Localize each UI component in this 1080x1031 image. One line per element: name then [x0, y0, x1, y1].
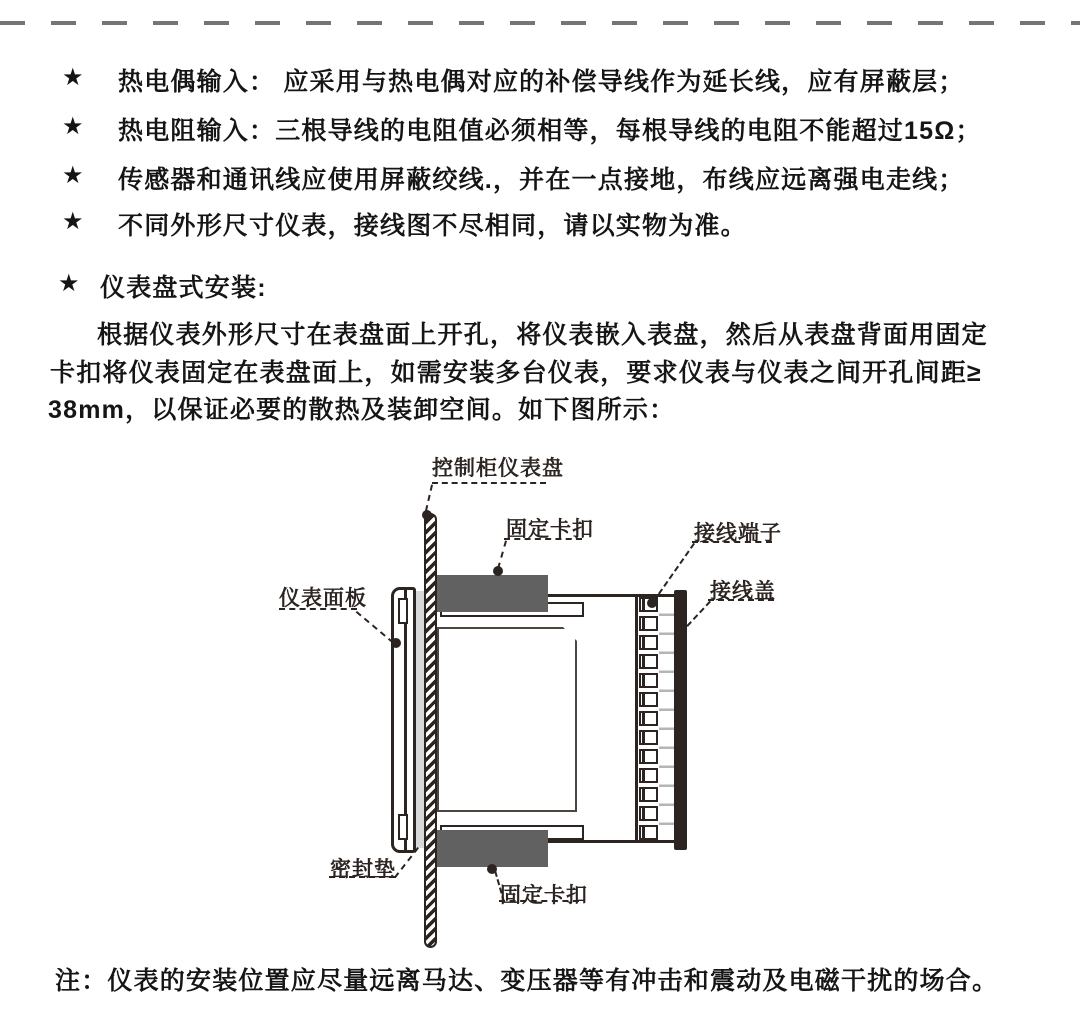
leader-line — [394, 847, 419, 878]
label-gasket: 密封垫 — [330, 858, 396, 881]
paragraph-line: 根据仪表外形尺寸在表盘面上开孔，将仪表嵌入表盘，然后从表盘背面用固定 — [97, 321, 988, 349]
terminal-connector-lines — [659, 597, 675, 843]
paragraph-line: 38mm，以保证必要的散热及装卸空间。如下图所示： — [48, 396, 676, 424]
leader-line — [432, 482, 546, 484]
label-fixing-clip-bottom: 固定卡扣 — [500, 884, 588, 907]
fixing-clip-top — [436, 575, 548, 612]
star-bullet-icon: ★ — [62, 162, 84, 189]
case-top-edge — [638, 594, 674, 597]
leader-line — [329, 876, 395, 878]
terminal-cell — [639, 692, 658, 707]
terminal-cell — [639, 768, 658, 783]
case-bottom-edge — [638, 840, 674, 843]
leader-line — [499, 900, 579, 902]
note-line-wiring-diagram: 不同外形尺寸仪表，接线图不尽相同，请以实物为准。 — [118, 212, 747, 240]
bezel-latch-top — [398, 598, 408, 624]
terminal-cell — [639, 616, 658, 631]
front-bezel — [391, 587, 416, 853]
leader-line — [692, 541, 772, 543]
terminal-cell — [639, 825, 658, 840]
leader-line — [653, 543, 695, 602]
star-bullet-icon: ★ — [58, 270, 80, 297]
leader-line — [356, 611, 394, 643]
terminal-cell — [639, 730, 658, 745]
page-break-dashed-rule — [0, 21, 1080, 25]
terminal-cell — [639, 673, 658, 688]
leader-line — [504, 538, 582, 540]
note-line-shielding: 传感器和通讯线应使用屏蔽绞线.，并在一点接地，布线应远离强电走线； — [118, 166, 965, 194]
terminal-block — [639, 597, 659, 843]
label-terminal-cover: 接线盖 — [710, 580, 776, 603]
cabinet-panel-bar — [424, 513, 437, 948]
label-terminal: 接线端子 — [694, 522, 782, 545]
leader-dot — [487, 864, 497, 874]
leader-line — [494, 871, 505, 902]
section-title: 仪表盘式安装: — [100, 274, 267, 302]
mounting-rail-bottom — [440, 825, 584, 840]
gasket-strip — [416, 591, 424, 848]
leader-dot — [422, 510, 432, 520]
bezel-latch-bottom — [398, 814, 408, 840]
leader-line — [279, 608, 357, 610]
fixing-clip-bottom — [436, 830, 548, 867]
label-cabinet-panel: 控制柜仪表盘 — [432, 457, 564, 480]
instrument-body — [434, 594, 638, 843]
leader-line — [497, 540, 507, 568]
paragraph-line: 卡扣将仪表固定在表盘面上，如需安装多台仪表，要求仪表与仪表之间开孔间距≥ — [50, 359, 982, 387]
terminal-cell — [639, 787, 658, 802]
terminal-cell — [639, 806, 658, 821]
star-bullet-icon: ★ — [62, 113, 84, 140]
front-bezel-inner-line — [404, 590, 407, 850]
note-line-thermocouple: 热电偶输入： 应采用与热电偶对应的补偿导线作为延长线，应有屏蔽层； — [118, 68, 965, 96]
label-fixing-clip-top: 固定卡扣 — [506, 518, 594, 541]
leader-dot — [493, 566, 503, 576]
note-line-rtd: 热电阻输入：三根导线的电阻值必须相等，每根导线的电阻不能超过15Ω； — [118, 117, 982, 145]
terminal-cover-bar — [674, 590, 687, 850]
leader-line — [425, 485, 433, 512]
mounting-rail-top — [440, 602, 584, 617]
leader-line — [708, 599, 774, 601]
instrument-inner-frame — [437, 627, 577, 812]
leader-dot — [647, 598, 657, 608]
terminal-cell — [639, 654, 658, 669]
label-front-panel: 仪表面板 — [279, 587, 367, 610]
leader-dot — [391, 638, 401, 648]
footnote: 注：仪表的安装位置应尽量远离马达、变压器等有冲击和震动及电磁干扰的场合。 — [55, 967, 999, 995]
leader-line — [686, 601, 711, 627]
terminal-cell — [639, 749, 658, 764]
star-bullet-icon: ★ — [62, 208, 84, 235]
star-bullet-icon: ★ — [62, 64, 84, 91]
terminal-cell — [639, 711, 658, 726]
terminal-cell — [639, 635, 658, 650]
terminal-cell — [639, 597, 658, 612]
